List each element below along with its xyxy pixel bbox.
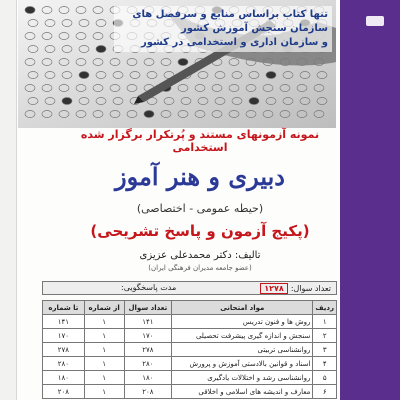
table-cell: ۱ [84, 315, 124, 329]
table-cell: ۵ [313, 371, 337, 385]
table-cell: روانشناسی تربیتی [172, 343, 313, 357]
table-cell: ۲ [313, 329, 337, 343]
exam-subjects-table [42, 300, 337, 399]
table-to-header: تا شماره [43, 301, 85, 315]
table-cell: ۱۸۰ [124, 371, 172, 385]
question-count [260, 283, 331, 294]
table-cell: روانشناسی رشد و اختلالات یادگیری [172, 371, 313, 385]
duration-label: مدت پاسخگویی: [121, 283, 177, 292]
table-cell: ۱ [313, 315, 337, 329]
table-cell: ۱ [84, 385, 124, 399]
table-cell: روش ها و فنون تدریس [172, 315, 313, 329]
series-title: نمونه آزمونهای مستند و پُرتکرار برگزار شده استخدامی [80, 128, 320, 154]
table-cell: ۲۰۸ [43, 385, 85, 399]
tagline-line-1: تنها کتاب براساس منابع و سرفصل های سازمان سنجش آموزش کشور [132, 9, 328, 34]
table-row [43, 315, 337, 329]
table-cell: ۱ [84, 329, 124, 343]
book-title: دبیری و هنر آموز [115, 162, 285, 191]
question-count-label: تعداد سوال: [290, 284, 331, 293]
table-cell: ۲۷۸ [124, 343, 172, 357]
cover-spine [340, 0, 400, 400]
table-cell: ۱ [84, 357, 124, 371]
book-subtitle: (حیطه عمومی - اختصاصی) [136, 202, 264, 215]
table-row [43, 371, 337, 385]
table-cell: ۱۷۰ [124, 329, 172, 343]
table-row-header: ردیف [313, 301, 337, 315]
table-row [43, 357, 337, 371]
table-cell: ۱۴۱ [124, 315, 172, 329]
table-row [43, 329, 337, 343]
table-cell: ۶ [313, 385, 337, 399]
table-cell: ۱۴۱ [43, 315, 85, 329]
table-row [43, 343, 337, 357]
table-cell: ۲۸۰ [124, 357, 172, 371]
question-count-value: ۱۲۷۸ [260, 283, 288, 294]
author-affiliation: (عضو جامعه مدیران فرهنگی ایران) [148, 264, 252, 272]
table-cell: ۱۷۰ [43, 329, 85, 343]
cover-tagline [114, 6, 332, 52]
spine-logo-icon [366, 16, 384, 26]
package-badge: (پکیج آزمون و پاسخ تشریحی) [90, 222, 310, 240]
table-cell: سنجش و اندازه گیری پیشرفت تحصیلی [172, 329, 313, 343]
table-cell: ۱ [84, 371, 124, 385]
table-cell: ۲۰۸ [124, 385, 172, 399]
table-cell: ۲۸۰ [43, 357, 85, 371]
table-from-header: از شماره [84, 301, 124, 315]
table-cell: ۱ [84, 343, 124, 357]
table-row [43, 385, 337, 399]
table-count-header: تعداد سوال [124, 301, 172, 315]
table-cell: اسناد و قوانین بالادستی آموزش و پرورش [172, 357, 313, 371]
table-header-row [43, 301, 337, 315]
table-cell: ۲۷۸ [43, 343, 85, 357]
table-cell: معارف و اندیشه های اسلامی و اخلاقی [172, 385, 313, 399]
table-body [43, 315, 337, 399]
table-subject-header: مواد امتحانی [172, 301, 313, 315]
tagline-line-2: و سازمان اداری و استخدامی در کشور [140, 37, 328, 48]
table-cell: ۱۸۰ [43, 371, 85, 385]
author-line: تالیف: دکتر محمدعلی عزیزی [139, 250, 261, 261]
table-cell: ۴ [313, 357, 337, 371]
exam-info-bar [42, 281, 337, 295]
table-cell: ۳ [313, 343, 337, 357]
page-edge [0, 0, 17, 400]
